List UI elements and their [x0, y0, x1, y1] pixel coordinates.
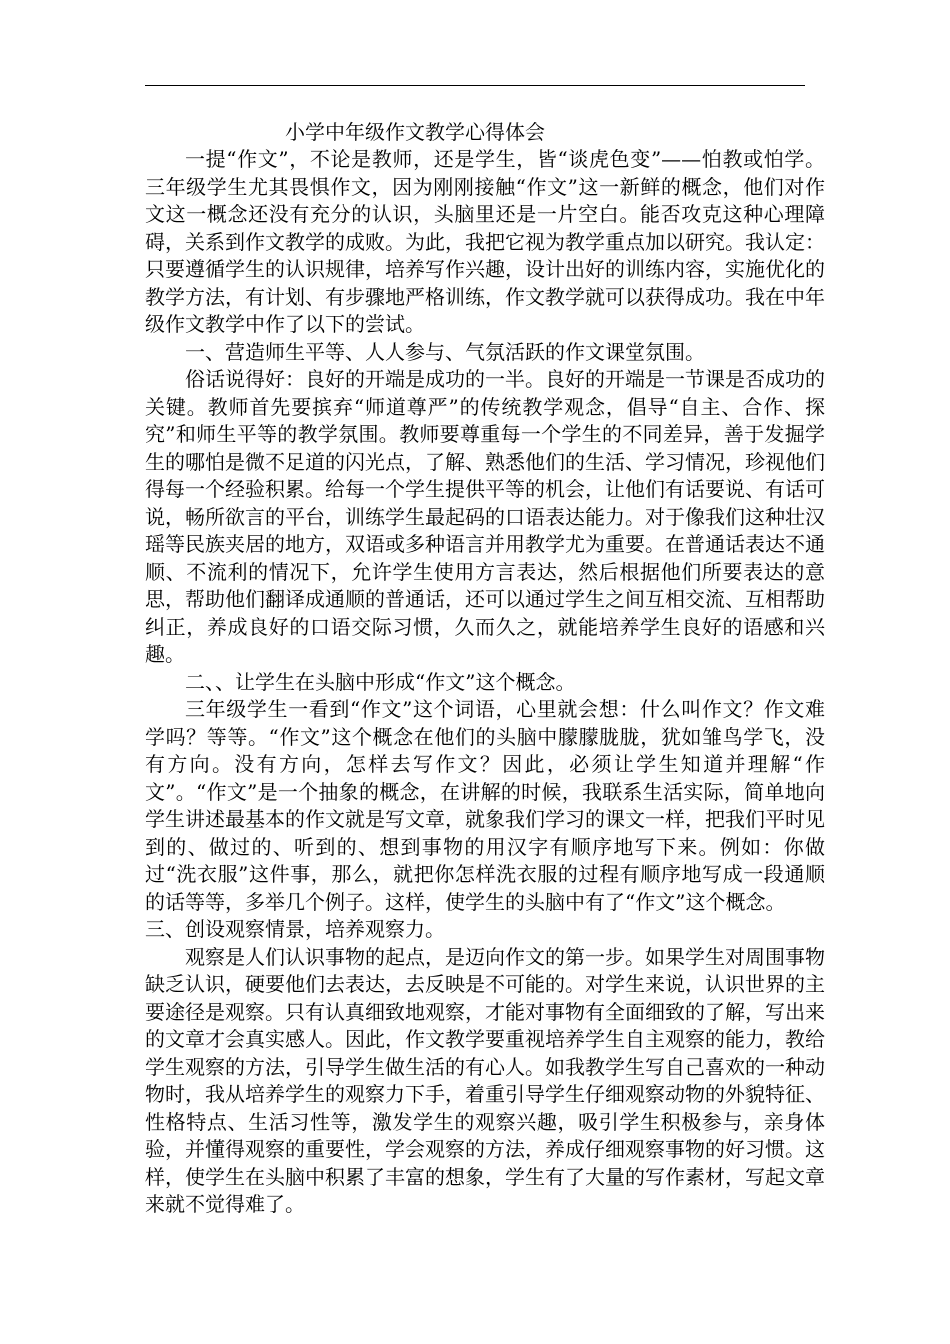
section-heading-1: 一、营造师生平等、人人参与、气氛活跃的作文课堂氛围。 — [185, 339, 705, 364]
paragraph-section-3: 观察是人们认识事物的起点，是迈向作文的第一步。如果学生对周围事物缺乏认识，硬要他们去表达，去反映是不可能的。对学生来说，认识世界的主要途径是观察。只有认真细致地观察，才能对事物有全面细致的了解，写出来的文章才会真实感人。因此，作文教学要重视培养学生自主观察的能力，教给学生观察的方法，引导学生做生活的有心人。如我教学生写自己喜欢的一种动物时，我从培养学生的观察力下手，着重引导学生仔细观察动物的外貌特征、性格特点、生活习性等，激发学生的观察兴趣，吸引学生积极参与，亲身体验，并懂得观察的重要性，学会观察的方法，养成仔细观察事物的好习惯。这样，使学生在头脑中积累了丰富的想象，学生有了大量的写作素材，写起文章来就不觉得难了。 — [145, 944, 825, 1216]
document-body — [145, 118, 825, 1219]
paragraph-intro: 一提“作文”，不论是教师，还是学生，皆“谈虎色变”——怕教或怕学。三年级学生尤其畏惧作文，因为刚刚接触“作文”这一新鲜的概念，他们对作文这一概念还没有充分的认识，头脑里还是一片空白。能否攻克这种心理障碍，关系到作文教学的成败。为此，我把它视为教学重点加以研究。我认定：只要遵循学生的认识规律，培养写作兴趣，设计出好的训练内容，实施优化的教学方法，有计划、有步骤地严格训练，作文教学就可以获得成功。我在中年级作文教学中作了以下的尝试。 — [145, 147, 825, 336]
paragraph-section-2: 三年级学生一看到“作文”这个词语，心里就会想：什么叫作文？作文难学吗？等等。“作文”这个概念在他们的头脑中朦朦胧胧，犹如雏鸟学飞，没有方向。没有方向，怎样去写作文？因此，必须让学生知道并理解“作文”。“作文”是一个抽象的概念，在讲解的时候，我联系生活实际，简单地向学生讲述最基本的作文就是写文章，就象我们学习的课文一样，把我们平时见到的、做过的、听到的、想到事物的用汉字有顺序地写下来。例如：你做过“洗衣服”这件事，那么，就把你怎样洗衣服的过程有顺序地写成一段通顺的话等等，多举几个例子。这样，使学生的头脑中有了“作文”这个概念。 — [145, 697, 825, 914]
header-rule — [145, 85, 805, 86]
section-heading-3: 三、创设观察情景，培养观察力。 — [145, 917, 445, 941]
document-title: 小学中年级作文教学心得体会 — [285, 120, 545, 144]
paragraph-section-1: 俗话说得好：良好的开端是成功的一半。良好的开端是一节课是否成功的关键。教师首先要摈弃“师道尊严”的传统教学观念，倡导“自主、合作、探究”和师生平等的教学氛围。教师要尊重每一个学生的不同差异，善于发掘学生的哪怕是微不足道的闪光点，了解、熟悉他们的生活、学习情况，珍视他们得每一个经验积累。给每一个学生提供平等的机会，让他们有话要说、有话可说，畅所欲言的平台，训练学生最起码的口语表达能力。对于像我们这种壮汉瑶等民族夹居的地方，双语或多种语言并用教学尤为重要。在普通话表达不通顺、不流利的情况下，允许学生使用方言表达，然后根据他们所要表达的意思，帮助他们翻译成通顺的普通话，还可以通过学生之间互相交流、互相帮助纠正，养成良好的口语交际习惯，久而久之，就能培养学生良好的语感和兴趣。 — [145, 367, 825, 666]
section-heading-2: 二、、让学生在头脑中形成“作文”这个概念。 — [185, 669, 576, 694]
